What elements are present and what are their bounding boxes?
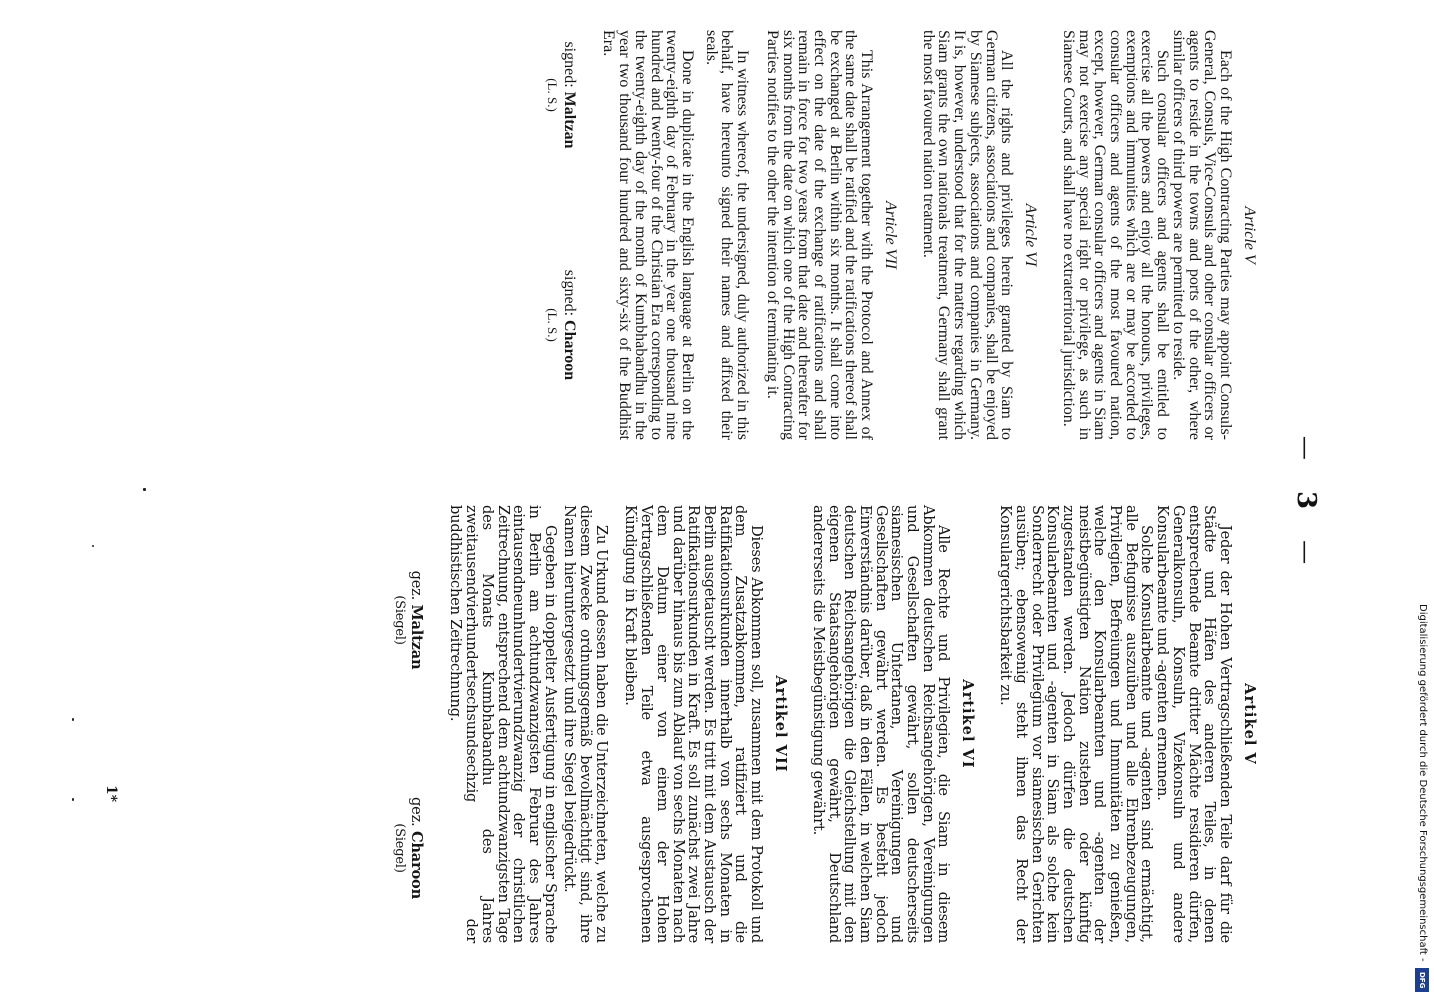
digitization-credit <box>1412 0 1432 1000</box>
seal-mark: (Siegel) <box>392 823 408 873</box>
artikel-v-de <box>997 505 1259 943</box>
signature-prefix: gez. <box>407 796 425 831</box>
page-number: 3 <box>1291 490 1321 510</box>
article-heading: Article VII <box>882 201 900 269</box>
article-vii-en <box>601 30 900 440</box>
german-column <box>380 505 1259 943</box>
paragraph: In witness whereof, the undersigned, duly authorized in this behalf, have hereunto signed their names and affixed their seals. <box>702 30 752 440</box>
paragraph: Gegeben in doppelter Ausfertigung in englischer Sprache in Berlin am achtundzwanzigsten Februar des Jahres eintausendneunhundertvierundzwanzig der christlichen Zeitrechnung, entsprechend dem achtundzwanzigsten Tage des Monats Kumbhabandhu des Jahres zweitausendvierhundertsechsundsechzig der buddhistischen Zeitrechnung. <box>447 505 559 943</box>
scan-speck <box>72 718 74 721</box>
paragraph: Each of the High Contracting Parties may appoint Consuls-General, Consuls, Vice-Consuls and other consular officers or agents to reside in the towns and ports of the other, where similar officers of third powers are permitted to reside. <box>1169 30 1234 440</box>
paragraph: All the rights and privileges herein granted by Siam to German citizens, associations and companies, shall be enjoyed by Siamese subjects, associations and companies in Germany. It is, however, understood that for the matters regarding which Siam grants the own nationals treatment, Germany shall grant the most favoured nation treatment. <box>919 30 1016 440</box>
paragraph: Done in duplicate in the English language at Berlin on the twenty-eighth day of February in the year one thousand nine hundred and twenty-four of the Christian Era corresponding to the twenty-eighth day of the month of Kumbhabandhu in the year two thousand four hundred and sixty-six of the Buddhist Era. <box>600 30 697 440</box>
signature-prefix: gez. <box>407 570 425 605</box>
seal-mark: (L. S.) <box>545 78 561 112</box>
paragraph: Jeder der Hohen Vertragschließenden Teile darf für die Städte und Häfen des anderen Teiles, in denen entsprechende Beamte dritter Mächte residieren dürfen, Generalkonsuln, Konsuln, Vizekonsuln und andere Konsularbeamte und -agenten ernennen. <box>1154 505 1234 943</box>
signature-block-en <box>533 30 577 440</box>
header-dash-right: — <box>1292 540 1320 565</box>
paragraph: Dieses Abkommen soll, zusammen mit dem Protokoll und dem Zusatzabkommen, ratifiziert und die Ratifikationsurkunden innerhalb von sechs Monaten in Berlin ausgetauscht werden. Es tritt mit dem Austausch der Ratifikationsurkunden in Kraft. Es soll zunächst zwei Jahre und darüber hinaus bis zum Ablauf von sechs Monaten nach dem Datum einer von einem der Hohen Vertragschließenden Teile etwa ausgesprochenen Kündigung in Kraft bleiben. <box>622 505 766 943</box>
signature-sheet-mark: 1* <box>103 785 119 803</box>
english-column <box>533 30 1259 440</box>
dfg-logo: DFG <box>1415 968 1429 992</box>
signature-prefix: signed: <box>560 41 578 92</box>
header-dash-left: — <box>1292 435 1320 460</box>
scan-speck <box>92 545 94 547</box>
signature-charoon-en <box>543 230 577 420</box>
signature-maltzan-de <box>390 525 424 715</box>
signature-prefix: signed: <box>560 269 578 321</box>
signatory-name: Maltzan <box>407 604 425 670</box>
paragraph: Alle Rechte und Privilegien, die Siam in diesem Abkommen deutschen Reichsangehörigen, Vereinigungen und Gesellschaften gewährt, sollen deutscherseits siamesischen Untertanen, Vereinigungen und Gesellschaften gewährt werden. Es besteht jedoch Einverständnis darüber, daß in den Fällen, in welchen Siam deutschen Reichsangehörigen die Gleichstellung mit den eigenen Staatsangehörigen gewährt, Deutschland andererseits die Meistbegünstigung gewährt. <box>809 505 953 943</box>
paragraph: Solche Konsularbeamte und -agenten sind ermächtigt, alle Befugnisse auszuüben und alle Ehrenbezeugungen, Privilegien, Befreiungen und Immunitäten zu genießen, welche den Konsularbeamten und -agenten der meistbegünstigten Nation zustehen oder künftig zugestanden werden. Jedoch dürfen die deutschen Konsularbeamten und -agenten in Siam als solche kein Sonderrecht oder Privilegium vor siamesischen Gerichten ausüben; ebensowenig steht ihnen das Recht der Konsulargerichtsbarkeit zu. <box>997 505 1156 943</box>
article-heading: Article VI <box>1022 203 1040 267</box>
signatory-name: Charoon <box>560 320 578 381</box>
paragraph: Zu Urkund dessen haben die Unterzeichneten, welche zu diesem Zwecke ordnungsgemäß bevollmächtigt sind, ihre Namen hieruntergesetzt und ihre Siegel beigedrückt. <box>561 505 610 943</box>
signature-maltzan-en <box>543 0 577 190</box>
article-vi-en <box>920 30 1040 440</box>
artikel-vi-de <box>810 505 977 943</box>
page-header <box>1286 0 1326 1000</box>
signature-charoon-de <box>390 753 424 943</box>
paragraph: Such consular officers and agents shall be entitled to exercise all the powers and enjoy all the honours, privileges, exemptions and immunities which are or may be accorded to consular officers and agents of the most favoured nation, except, however, German consular officers and agents in Siam may not exercise any special right or privilege, as such in Siamese Courts, and shall have no extraterritorial jurisdiction. <box>1059 30 1172 440</box>
seal-mark: (Siegel) <box>392 595 408 645</box>
artikel-vii-de <box>448 505 790 943</box>
seal-mark: (L. S.) <box>545 308 561 342</box>
article-heading: Article V <box>1241 206 1258 264</box>
article-heading: Artikel VII <box>772 675 790 773</box>
paragraph: This Arrangement together with the Protocol and Annex of the same date shall be ratified and the ratifications thereof shall be exchanged at Berlin within six months. It shall come into effect on the date of the exchange of ratifications and shall remain in force for two years from that date and thereafter for six months from the date on which one of the High Contracting Parties notifies to the other the intention of terminating it. <box>763 30 876 440</box>
article-v-en <box>1060 30 1259 440</box>
article-heading: Artikel V <box>1241 683 1258 765</box>
credit-text: Digitalisierung gefördert durch die Deutsche Forschungsgemeinschaft - <box>1417 604 1428 962</box>
scan-speck <box>72 798 74 801</box>
signatory-name: Maltzan <box>560 91 578 149</box>
signature-block-de <box>380 505 424 943</box>
article-heading: Artikel VI <box>959 679 977 769</box>
signatory-name: Charoon <box>407 830 425 899</box>
scan-speck <box>143 488 146 491</box>
